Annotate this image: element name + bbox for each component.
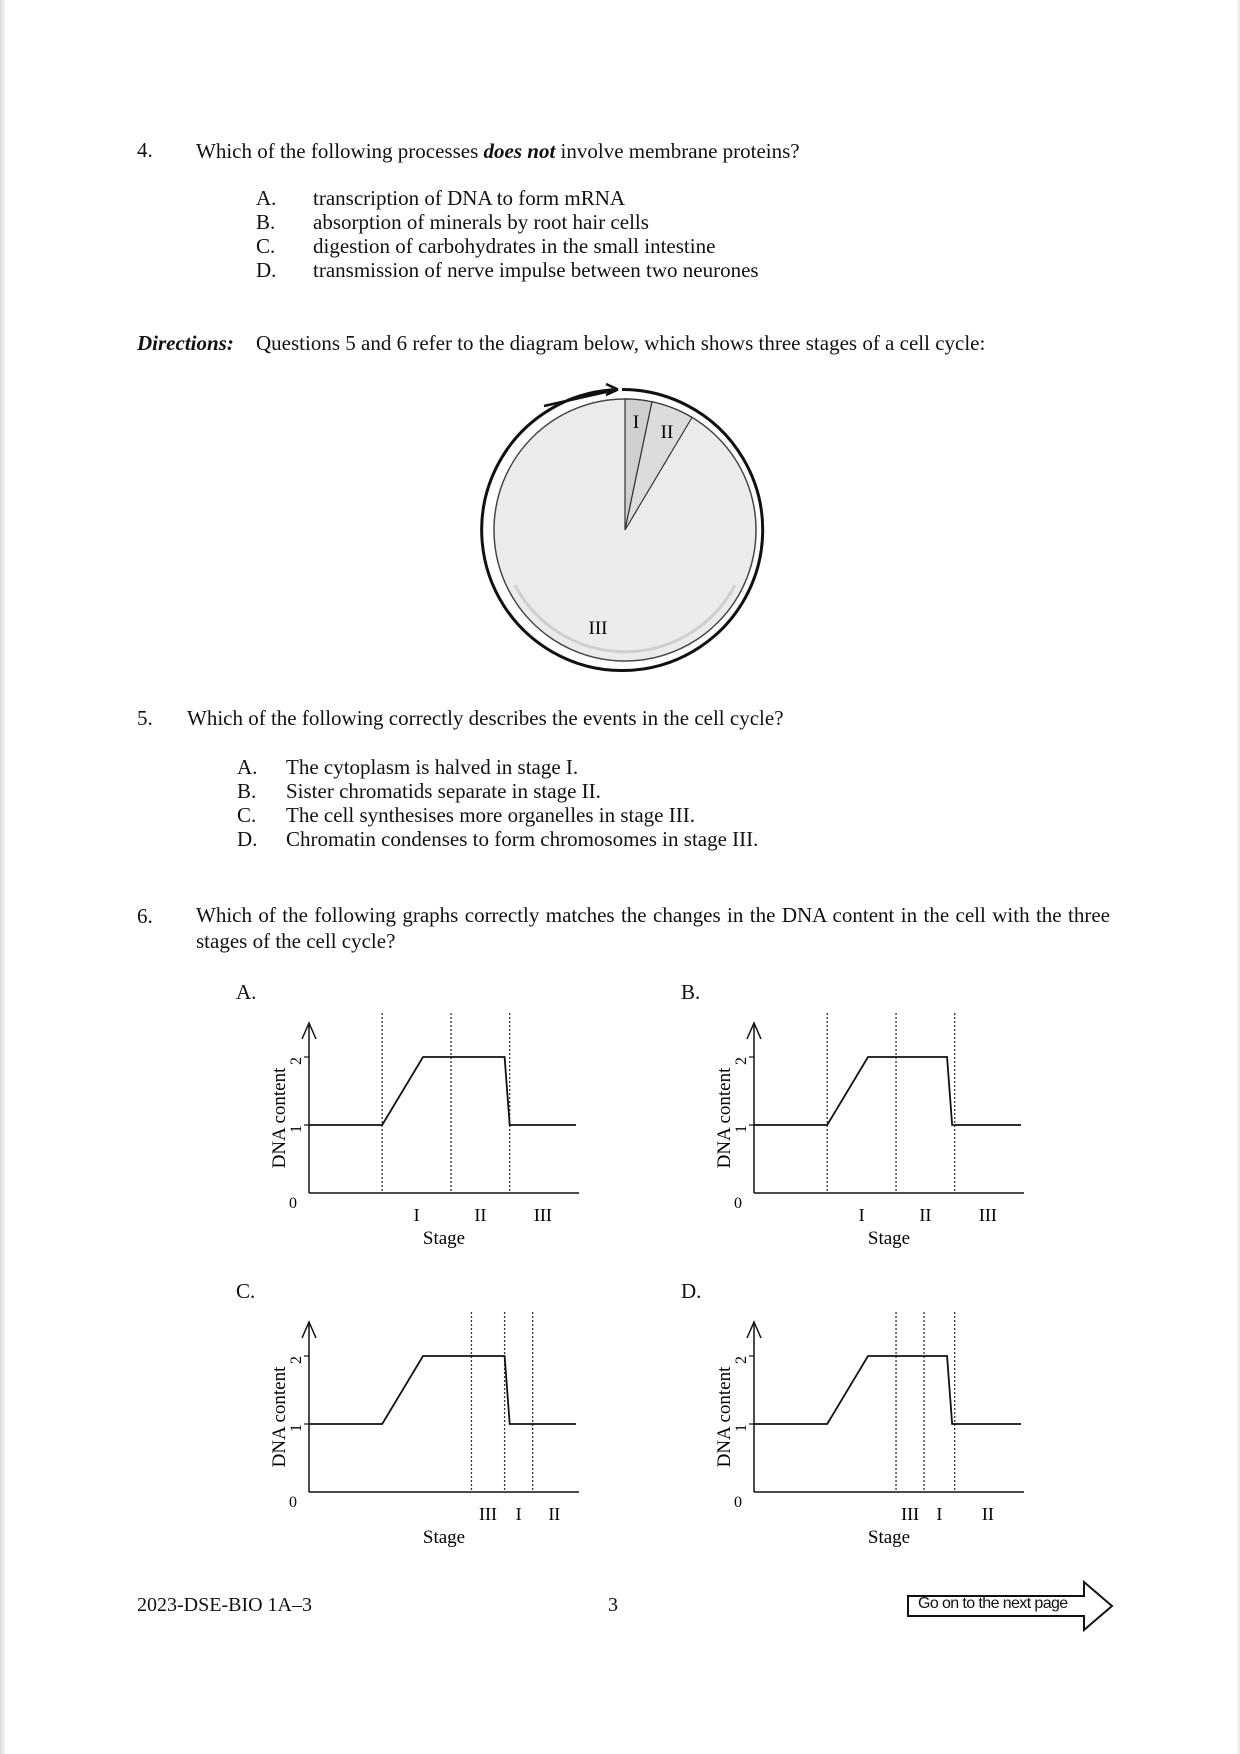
- x-axis-label: Stage: [422, 1527, 466, 1548]
- q4-option-a-text: transcription of DNA to form mRNA: [313, 186, 626, 210]
- stage-tick-label: II: [919, 1205, 932, 1225]
- q6-stem: Which of the following graphs correctly matches the changes in the DNA content in the cell with the three stages of the cell cycle?: [196, 903, 1110, 953]
- graph-c-letter: C.: [236, 1279, 256, 1303]
- stage-tick-label: II: [981, 1504, 994, 1524]
- cell-cycle-diagram: [470, 370, 780, 680]
- q4-option-b-text: absorption of minerals by root hair cells: [313, 210, 649, 234]
- y-axis-label: DNA content: [714, 1366, 735, 1468]
- y-tick-label: 2: [288, 1356, 305, 1364]
- q4-option-d-text: transmission of nerve impulse between two neurones: [313, 258, 759, 282]
- stage-tick-label: III: [901, 1504, 920, 1524]
- directions-label: Directions:: [137, 331, 234, 355]
- q5-option-c-letter: C.: [237, 803, 257, 827]
- q5-option-b-letter: B.: [237, 779, 257, 803]
- y-tick-label: 1: [288, 1424, 305, 1432]
- q4-option-a-letter: A.: [256, 186, 277, 210]
- q4-option-d-letter: D.: [256, 258, 277, 282]
- q4-stem-post: involve membrane proteins?: [555, 139, 800, 163]
- graph-b-letter: B.: [681, 980, 701, 1004]
- stage-tick-label: II: [474, 1205, 487, 1225]
- stage-tick-label: I: [858, 1205, 865, 1225]
- q5-number: 5.: [137, 706, 153, 730]
- q5-option-d-letter: D.: [237, 827, 258, 851]
- y-tick-label: 1: [733, 1125, 750, 1133]
- stage-tick-label: III: [978, 1205, 997, 1225]
- stage-label-iii: III: [588, 618, 608, 639]
- graph-a-letter: A.: [236, 980, 257, 1004]
- q4-stem-pre: Which of the following processes: [196, 139, 484, 163]
- dna-content-line: [754, 1057, 1021, 1125]
- x-axis-label: Stage: [867, 1228, 911, 1249]
- y-tick-label: 0: [289, 1195, 297, 1212]
- q5-option-d-text: Chromatin condenses to form chromosomes in stage III.: [286, 827, 759, 851]
- q4-stem-emphasis: does not: [483, 139, 556, 163]
- stage-label-i: I: [632, 412, 640, 433]
- stage-tick-label: III: [533, 1205, 552, 1225]
- q5-stem: Which of the following correctly describes the events in the cell cycle?: [187, 706, 784, 730]
- dna-graph-b: [700, 1005, 1045, 1265]
- scan-left-edge: [0, 0, 6, 1754]
- q4-stem: [196, 139, 800, 163]
- dna-content-line: [309, 1057, 576, 1125]
- q4-option-c-text: digestion of carbohydrates in the small intestine: [313, 234, 716, 258]
- y-axis-label: DNA content: [714, 1067, 735, 1169]
- page-number: 3: [608, 1594, 618, 1616]
- dna-graph-c: [255, 1304, 600, 1564]
- stage-label-ii: II: [660, 422, 674, 443]
- paper-code: 2023-DSE-BIO 1A–3: [137, 1594, 312, 1616]
- q4-option-b-letter: B.: [256, 210, 276, 234]
- y-tick-label: 0: [289, 1494, 297, 1511]
- directions-text: Questions 5 and 6 refer to the diagram below, which shows three stages of a cell cycle:: [256, 331, 986, 355]
- y-tick-label: 2: [733, 1057, 750, 1065]
- q5-option-a-letter: A.: [237, 755, 258, 779]
- y-tick-label: 0: [734, 1195, 742, 1212]
- dna-content-line: [754, 1356, 1021, 1424]
- next-page-button[interactable]: [906, 1578, 1116, 1634]
- q5-option-c-text: The cell synthesises more organelles in stage III.: [286, 803, 695, 827]
- stage-tick-label: I: [413, 1205, 420, 1225]
- x-axis-label: Stage: [422, 1228, 466, 1249]
- dna-graph-a: [255, 1005, 600, 1265]
- stage-tick-label: I: [515, 1504, 522, 1524]
- q5-option-a-text: The cytoplasm is halved in stage I.: [286, 755, 579, 779]
- q4-option-c-letter: C.: [256, 234, 276, 258]
- q6-number: 6.: [137, 904, 153, 928]
- dna-content-line: [309, 1356, 576, 1424]
- q5-option-b-text: Sister chromatids separate in stage II.: [286, 779, 601, 803]
- stage-tick-label: I: [936, 1504, 943, 1524]
- y-tick-label: 1: [733, 1424, 750, 1432]
- dna-graph-d: [700, 1304, 1045, 1564]
- y-axis-label: DNA content: [269, 1067, 290, 1169]
- next-page-label: Go on to the next page: [918, 1595, 1068, 1612]
- y-tick-label: 0: [734, 1494, 742, 1511]
- scan-right-edge: [1236, 0, 1240, 1754]
- y-axis-label: DNA content: [269, 1366, 290, 1468]
- q4-number: 4.: [137, 138, 153, 162]
- y-tick-label: 2: [288, 1057, 305, 1065]
- x-axis-label: Stage: [867, 1527, 911, 1548]
- graph-d-letter: D.: [681, 1279, 702, 1303]
- y-tick-label: 1: [288, 1125, 305, 1133]
- y-tick-label: 2: [733, 1356, 750, 1364]
- stage-tick-label: III: [479, 1504, 498, 1524]
- stage-tick-label: II: [548, 1504, 561, 1524]
